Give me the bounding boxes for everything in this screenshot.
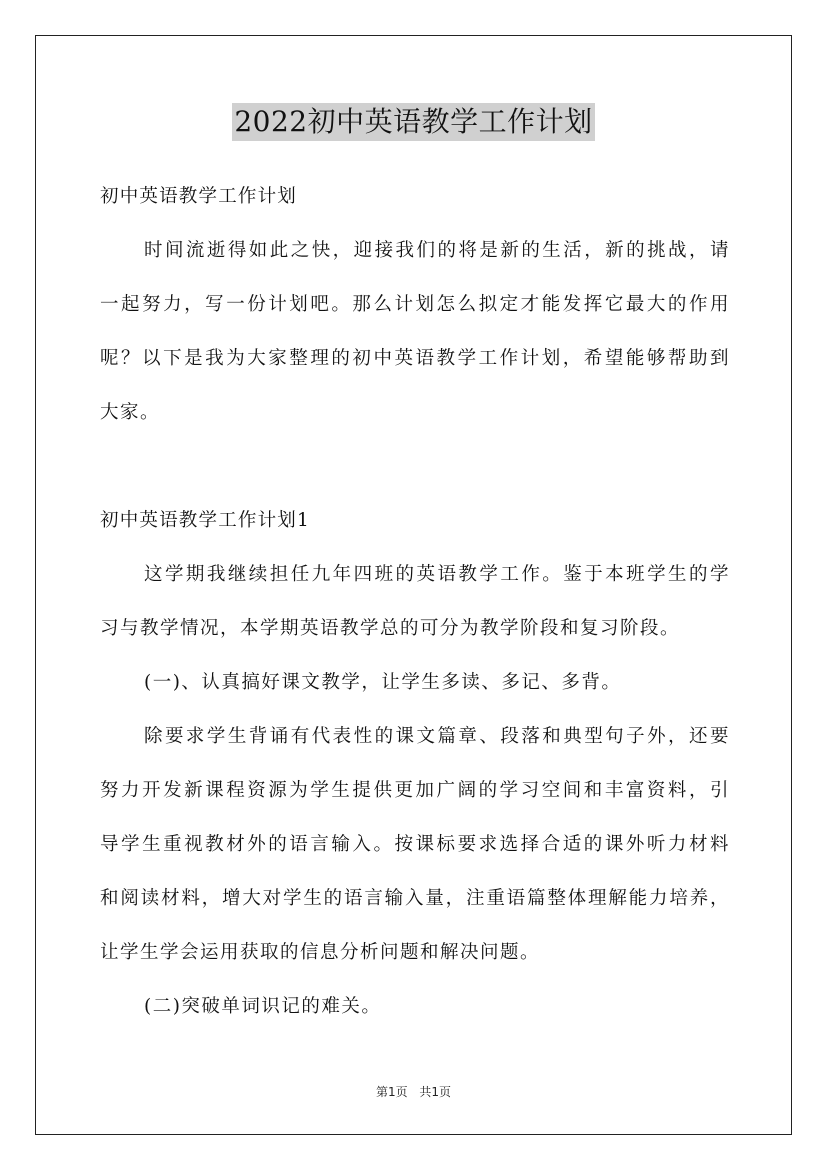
paragraph-line: 大家。 [100, 402, 161, 423]
paragraph-line: 和阅读材料，增大对学生的语言输入量，注重语篇整体理解能力培养， [100, 888, 730, 909]
paragraph-line: 导学生重视教材外的语言输入。按课标要求选择合适的课外听力材料 [100, 834, 730, 855]
paragraph-line: 习与教学情况，本学期英语教学总的可分为教学阶段和复习阶段。 [100, 618, 681, 639]
paragraph-line: 努力开发新课程资源为学生提供更加广阔的学习空间和丰富资料，引 [100, 780, 730, 801]
blank-line [100, 440, 730, 494]
paragraph-line: 呢？以下是我为大家整理的初中英语教学工作计划，希望能够帮助到 [100, 348, 730, 369]
document-body [100, 170, 730, 1034]
document-title: 2022初中英语教学工作计划 [232, 103, 594, 141]
paragraph-line: 一起努力，写一份计划吧。那么计划怎么拟定才能发挥它最大的作用 [100, 294, 730, 315]
page-number: 第1页 [375, 1085, 408, 1099]
title-container [0, 103, 827, 141]
paragraph-line: 这学期我继续担任九年四班的英语教学工作。鉴于本班学生的学 [144, 564, 730, 585]
paragraph-line: 除要求学生背诵有代表性的课文篇章、段落和典型句子外，还要 [144, 726, 730, 747]
subsection-heading: (二)突破单词识记的难关。 [144, 996, 382, 1017]
section-heading: 初中英语教学工作计划 [100, 186, 298, 207]
paragraph-line: 时间流逝得如此之快，迎接我们的将是新的生活，新的挑战，请 [144, 240, 730, 261]
section-heading: 初中英语教学工作计划1 [100, 510, 310, 531]
page-footer [0, 1083, 827, 1100]
paragraph-line: 让学生学会运用获取的信息分析问题和解决问题。 [100, 942, 541, 963]
page-total: 共1页 [419, 1085, 452, 1099]
subsection-heading: (一)、认真搞好课文教学，让学生多读、多记、多背。 [144, 672, 622, 693]
